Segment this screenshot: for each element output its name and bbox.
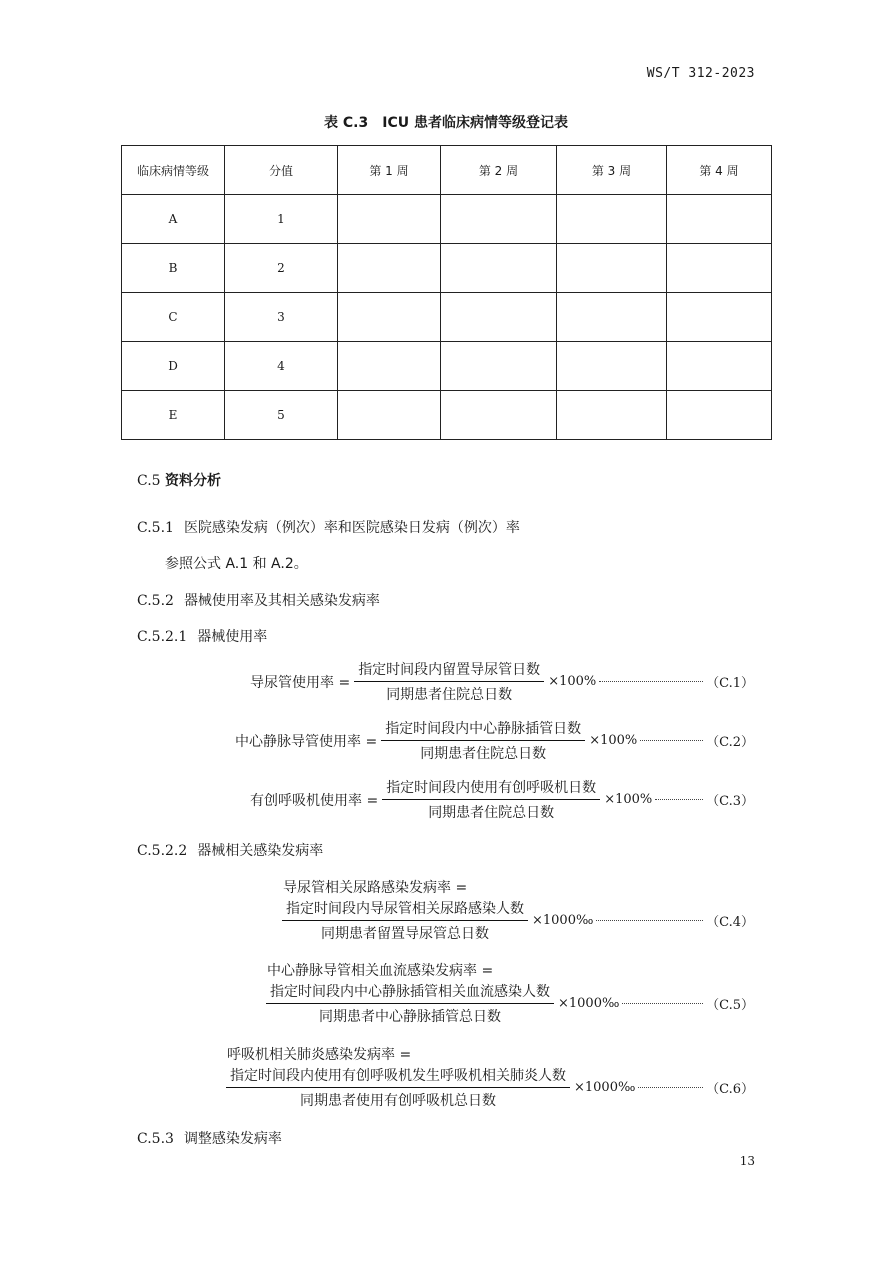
section-number: C.5.1 [137,520,174,536]
cell-score: 2 [225,244,338,293]
formula-multiplier: ×1000‰ [558,996,620,1011]
formula-multiplier: ×1000‰ [532,913,594,928]
cell-week1[interactable] [338,244,441,293]
leader-dots [622,1003,703,1004]
table-row [122,342,772,391]
cell-week4[interactable] [667,391,772,440]
cell-week1[interactable] [338,195,441,244]
cell-week3[interactable] [557,391,667,440]
cell-week2[interactable] [441,342,557,391]
formula-lhs: 有创呼吸机使用率 = [250,792,379,809]
formula-c3 [250,777,754,822]
fraction-denominator: 同期患者中心静脉插管总日数 [319,1009,501,1025]
section-number: C.5.3 [137,1131,174,1147]
formula-fraction [381,718,585,763]
section-heading-c521 [137,626,267,646]
cell-grade: D [122,342,225,391]
cell-score: 4 [225,342,338,391]
formula-multiplier: ×1000‰ [574,1080,636,1095]
cell-week2[interactable] [441,391,557,440]
formula-c5-lhs: 中心静脉导管相关血流感染发病率 = [267,963,494,979]
section-number: C.5.2.1 [137,629,188,645]
section-title: 医院感染发病（例次）率和医院感染日发病（例次）率 [183,520,520,536]
c51-body-text: 参照公式 A.1 和 A.2。 [165,556,308,572]
cell-week4[interactable] [667,195,772,244]
formula-multiplier: ×100% [548,674,597,689]
formula-lhs: 导尿管使用率 = [250,674,351,691]
formula-c4 [278,898,754,943]
cell-score: 5 [225,391,338,440]
leader-dots [638,1087,703,1088]
cell-week2[interactable] [441,244,557,293]
section-heading-c53 [137,1128,282,1148]
cell-week3[interactable] [557,293,667,342]
formula-c5 [262,981,754,1026]
section-number: C.5.2.2 [137,843,188,859]
formula-c2 [235,718,754,763]
cell-grade: B [122,244,225,293]
fraction-denominator: 同期患者使用有创呼吸机总日数 [300,1093,496,1109]
table-row [122,293,772,342]
formula-multiplier: ×100% [589,733,638,748]
table-header-row [122,146,772,195]
header-cell-grade: 临床病情等级 [122,146,225,195]
section-heading-c5 [137,470,221,490]
fraction-numerator: 指定时间段内使用有创呼吸机发生呼吸机相关肺炎人数 [226,1065,570,1088]
section-title: 器械使用率及其相关感染发病率 [183,593,380,609]
section-number: C.5.2 [137,593,174,609]
grade-table [121,145,772,440]
section-title: 调整感染发病率 [183,1131,282,1147]
formula-fraction [282,898,528,943]
section-title: 资料分析 [165,473,222,489]
leader-dots [655,799,703,800]
cell-score: 3 [225,293,338,342]
cell-week1[interactable] [338,391,441,440]
fraction-denominator: 同期患者住院总日数 [428,805,555,821]
header-cell-score: 分值 [225,146,338,195]
formula-c6-lhs: 呼吸机相关肺炎感染发病率 = [227,1047,412,1063]
equation-number: （C.5） [706,998,754,1013]
page-number: 13 [739,1154,755,1168]
cell-week1[interactable] [338,293,441,342]
formula-c6 [222,1065,754,1110]
leader-dots [640,740,703,741]
table-caption: 表 C.3 ICU 患者临床病情等级登记表 [324,115,568,131]
formula-c1 [250,659,754,704]
header-cell-week2: 第 2 周 [441,146,557,195]
leader-dots [596,920,703,921]
cell-week3[interactable] [557,342,667,391]
section-heading-c52 [137,590,380,610]
document-code: WS/T 312-2023 [646,66,755,81]
equation-number: （C.3） [706,794,754,809]
formula-fraction [382,777,600,822]
cell-week3[interactable] [557,195,667,244]
cell-week4[interactable] [667,293,772,342]
fraction-numerator: 指定时间段内中心静脉插管相关血流感染人数 [266,981,554,1004]
cell-week2[interactable] [441,293,557,342]
equation-number: （C.4） [706,915,754,930]
fraction-denominator: 同期患者留置导尿管总日数 [321,926,489,942]
fraction-numerator: 指定时间段内使用有创呼吸机日数 [382,777,600,800]
leader-dots [599,681,703,682]
formula-fraction [226,1065,570,1110]
cell-week4[interactable] [667,244,772,293]
table-row [122,244,772,293]
cell-week2[interactable] [441,195,557,244]
formula-c4-lhs: 导尿管相关尿路感染发病率 = [283,880,468,896]
fraction-numerator: 指定时间段内中心静脉插管日数 [381,718,585,741]
cell-grade: A [122,195,225,244]
formula-lhs: 中心静脉导管使用率 = [235,733,378,750]
fraction-denominator: 同期患者住院总日数 [420,746,547,762]
cell-score: 1 [225,195,338,244]
cell-grade: C [122,293,225,342]
fraction-numerator: 指定时间段内导尿管相关尿路感染人数 [282,898,528,921]
section-number: C.5 [137,473,161,489]
table-row [122,195,772,244]
fraction-denominator: 同期患者住院总日数 [386,687,513,703]
section-title: 器械相关感染发病率 [197,843,324,859]
fraction-numerator: 指定时间段内留置导尿管日数 [354,659,544,682]
section-heading-c51 [137,517,520,537]
cell-week4[interactable] [667,342,772,391]
header-cell-week1: 第 1 周 [338,146,441,195]
cell-grade: E [122,391,225,440]
formula-multiplier: ×100% [604,792,653,807]
cell-week1[interactable] [338,342,441,391]
table-row [122,391,772,440]
equation-number: （C.6） [706,1082,754,1097]
equation-number: （C.2） [706,735,754,750]
header-cell-week3: 第 3 周 [557,146,667,195]
equation-number: （C.1） [706,676,754,691]
section-heading-c522 [137,840,323,860]
formula-fraction [266,981,554,1026]
formula-fraction [354,659,544,704]
section-title: 器械使用率 [197,629,268,645]
header-cell-week4: 第 4 周 [667,146,772,195]
cell-week3[interactable] [557,244,667,293]
